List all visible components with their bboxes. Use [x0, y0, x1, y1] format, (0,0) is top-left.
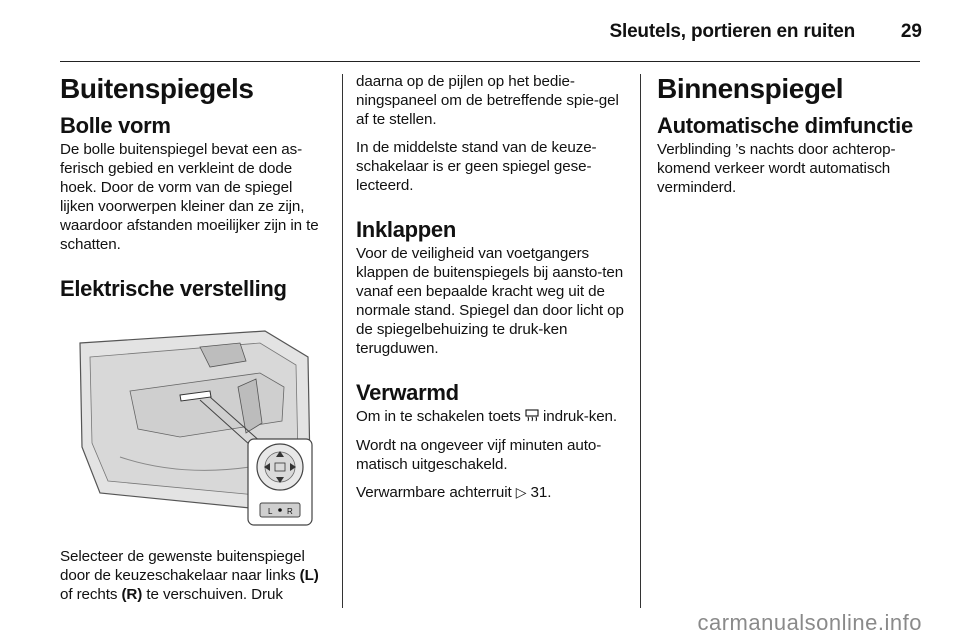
- subsection-title-elektrische-verstelling: Elektrische verstelling: [60, 276, 287, 301]
- page-reference-arrow-icon: ▷: [515, 485, 527, 501]
- column-divider-left: [342, 74, 343, 608]
- text-run: Verwarmbare achterruit: [356, 484, 516, 501]
- switch-label-left: L: [268, 507, 273, 516]
- text-run: 31.: [526, 484, 552, 501]
- paragraph-middle-position: In de middelste stand van de keuze-schakelaar is er geen spiegel gese-lecteerd.: [356, 139, 597, 194]
- paragraph-heating-on: [356, 407, 626, 427]
- page-header-title: Sleutels, portieren en ruiten: [609, 21, 855, 42]
- paragraph-rear-window-ref: [356, 483, 626, 503]
- label-left: (L): [299, 567, 319, 584]
- label-right: (R): [121, 586, 143, 603]
- column-1: [60, 72, 325, 613]
- door-panel-illustration: [60, 317, 325, 529]
- rear-heater-icon: [525, 409, 539, 425]
- paragraph-adjust-mirror: daarna op de pijlen op het bedie-ningspaneel om de betreffende spie-gel af te stellen.: [356, 73, 619, 128]
- paragraph-inklappen: Voor de veiligheid van voetgangers klappen de buitenspiegels bij aansto-ten vanaf een bepaalde kracht weg uit de normale stand. Spiegel dan door licht op de spiegelbehuizing te druk-ken terugduwen.: [356, 245, 624, 357]
- subsection-title-verwarmd: Verwarmd: [356, 380, 459, 405]
- section-title-binnenspiegel: Binnenspiegel: [657, 73, 844, 104]
- text-run: Selecteer de gewenste buitenspiegel door de keuzeschakelaar naar links: [60, 548, 305, 584]
- switch-label-right: R: [287, 507, 293, 516]
- page-number: 29: [900, 21, 922, 42]
- subsection-title-bolle-vorm: Bolle vorm: [60, 113, 171, 138]
- door-mirror-control-figure: [60, 317, 325, 529]
- column-divider-right: [640, 74, 641, 608]
- paragraph-select-mirror: [60, 547, 325, 604]
- section-title-buitenspiegels: Buitenspiegels: [60, 73, 254, 104]
- watermark: carmanualsonline.info: [697, 610, 922, 635]
- text-run: Om in te schakelen toets: [356, 408, 525, 425]
- paragraph-dimfunctie: Verblinding ’s nachts door achterop-komend verkeer wordt automatisch verminderd.: [657, 141, 896, 196]
- subsection-title-automatische-dimfunctie: Automatische dimfunctie: [657, 113, 913, 138]
- column-3: [657, 72, 922, 206]
- subsection-title-inklappen: Inklappen: [356, 217, 456, 242]
- column-2: [356, 72, 626, 512]
- paragraph-auto-off: Wordt na ongeveer vijf minuten auto-matisch uitgeschakeld.: [356, 437, 602, 473]
- text-run: indruk-ken.: [538, 408, 618, 425]
- text-run: te verschuiven. Druk: [142, 586, 283, 603]
- text-run: of rechts: [60, 586, 122, 603]
- header-rule: [60, 61, 920, 62]
- paragraph-bolle-vorm: De bolle buitenspiegel bevat een as-ferisch gebied en verkleint de dode hoek. Door de vorm van de spiegel lijken voorwerpen kleiner dan ze zijn, waardoor afstanden moeilijker zijn in te schatten.: [60, 141, 319, 253]
